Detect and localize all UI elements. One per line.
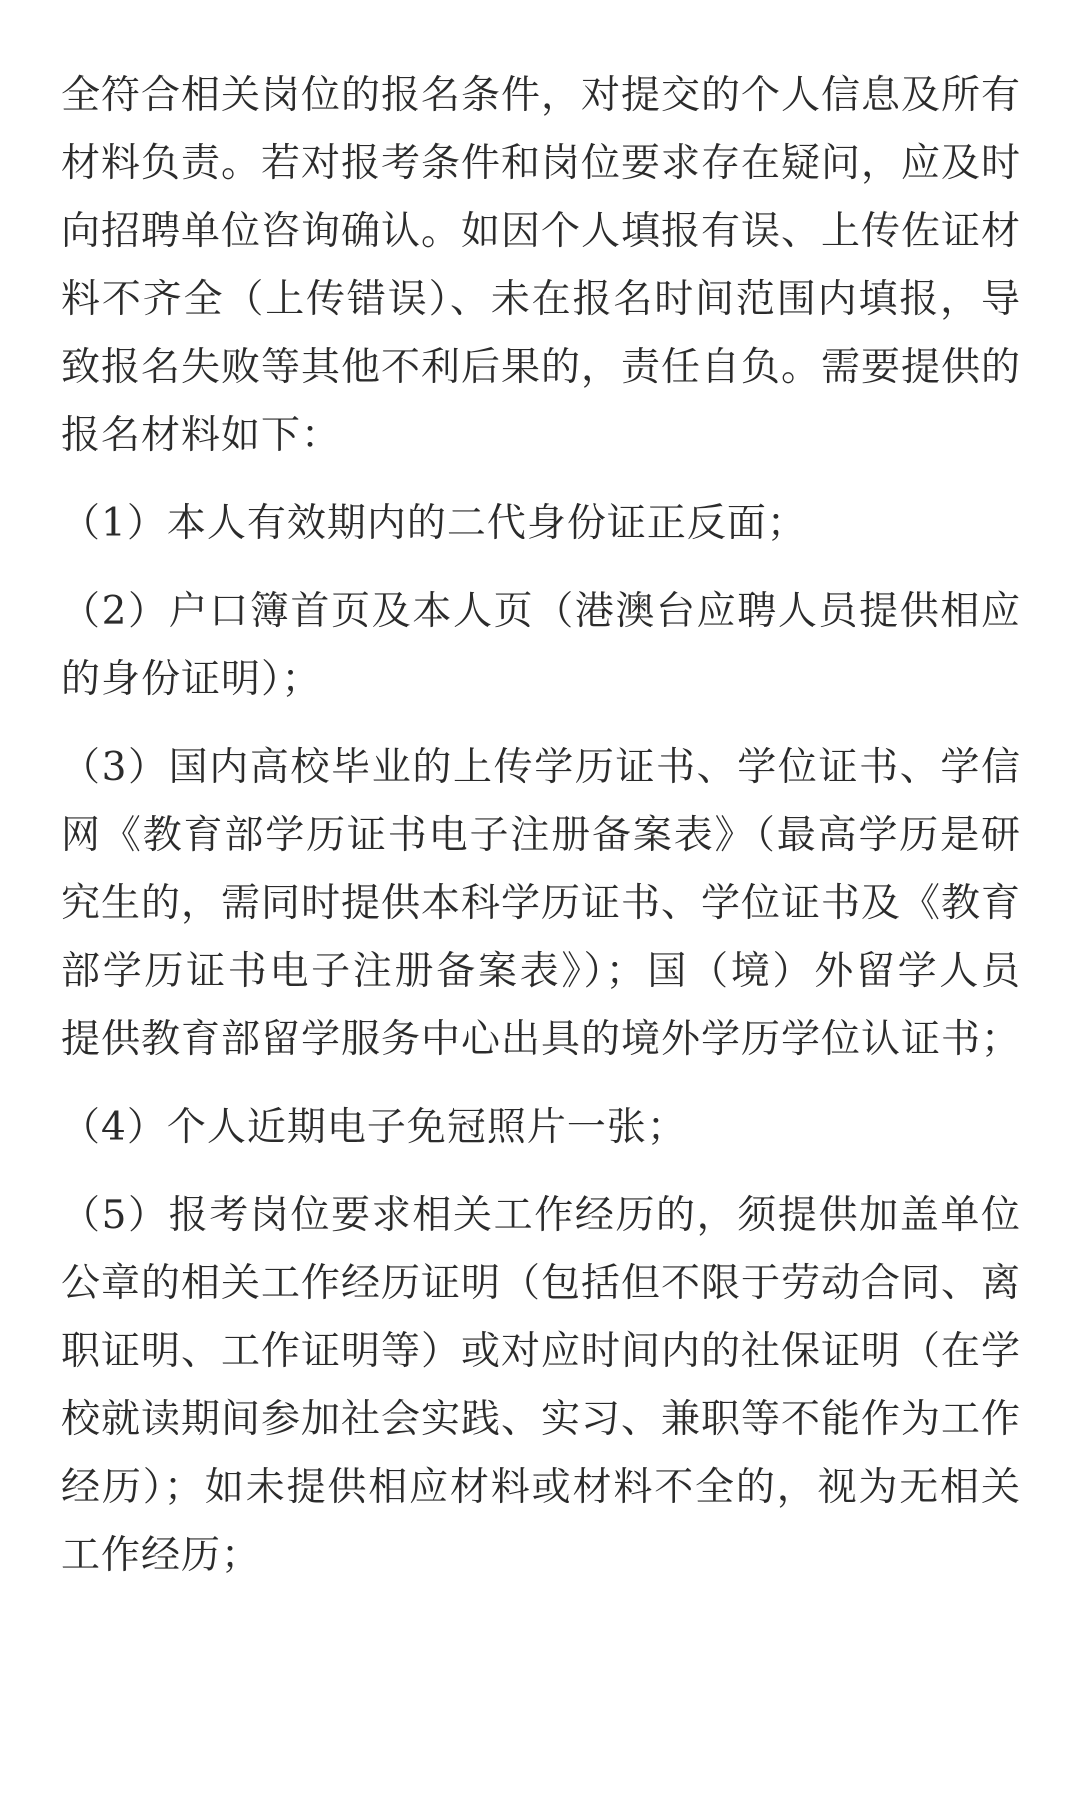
list-item-id-card: （1）本人有效期内的二代身份证正反面； xyxy=(61,501,807,546)
list-item-education-certificates: （3）国内高校毕业的上传学历证书、学位证书、学信网《教育部学历证书电子注册备案表》（最高学历是研究生的，需同时提供本科学历证书、学位证书及《教育部学历证书电子注册备案表》）；国（境）外留学人员提供教育部留学服务中心出具的境外学历学位认证书； xyxy=(61,745,1022,1062)
intro-paragraph: 全符合相关岗位的报名条件，对提交的个人信息及所有材料负责。若对报考条件和岗位要求存在疑问，应及时向招聘单位咨询确认。如因个人填报有误、上传佐证材料不齐全（上传错误）、未在报名时间范围内填报，导致报名失败等其他不利后果的，责任自负。需要提供的报名材料如下： xyxy=(61,73,1022,458)
document-body xyxy=(61,62,1021,1590)
list-item-work-experience: （5）报考岗位要求相关工作经历的，须提供加盖单位公章的相关工作经历证明（包括但不限于劳动合同、离职证明、工作证明等）或对应时间内的社保证明（在学校就读期间参加社会实践、实习、兼职等不能作为工作经历）；如未提供相应材料或材料不全的，视为无相关工作经历； xyxy=(61,1193,1022,1578)
list-item-household-register: （2）户口簿首页及本人页（港澳台应聘人员提供相应的身份证明）； xyxy=(61,589,1021,702)
list-item-photo: （4）个人近期电子免冠照片一张； xyxy=(61,1105,687,1150)
